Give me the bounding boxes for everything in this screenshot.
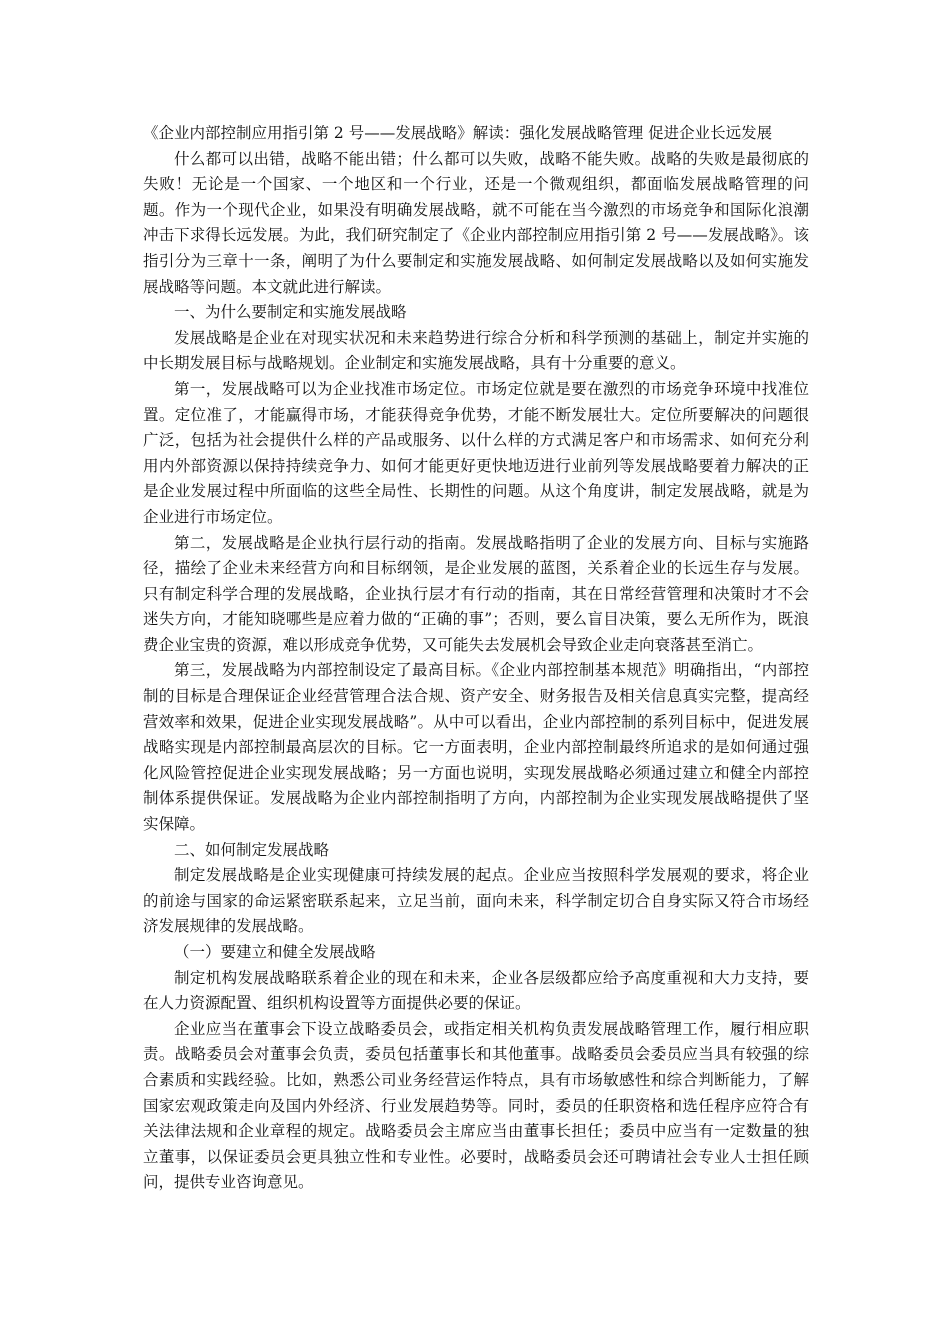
paragraph: 企业应当在董事会下设立战略委员会，或指定相关机构负责发展战略管理工作，履行相应职责。战略委员会对董事会负责，委员包括董事长和其他董事。战略委员会委员应当具有较强的综合素质和实践经验。比如，熟悉公司业务经营运作特点，具有市场敏感性和综合判断能力，了解国家宏观政策走向及国内外经济、行业发展趋势等。同时，委员的任职资格和选任程序应符合有关法律法规和企业章程的规定。战略委员会主席应当由董事长担任；委员中应当有一定数量的独立董事，以保证委员会更具独立性和专业性。必要时，战略委员会还可聘请社会专业人士担任顾问，提供专业咨询意见。 — [143, 1019, 809, 1192]
section-heading-1: 一、为什么要制定和实施发展战略 — [174, 303, 407, 322]
document-title: 《企业内部控制应用指引第 2 号——发展战略》解读：强化发展战略管理 促进企业长远发展 — [143, 124, 773, 142]
paragraph: 第三，发展战略为内部控制设定了最高目标。《企业内部控制基本规范》明确指出，“内部控制的目标是合理保证企业经营管理合法合规、资产安全、财务报告及相关信息真实完整，提高经营效率和效果，促进企业实现发展战略”。从中可以看出，企业内部控制的系列目标中，促进发展战略实现是内部控制最高层次的目标。它一方面表明，企业内部控制最终所追求的是如何通过强化风险管控促进企业实现发展战略；另一方面也说明，实现发展战略必须通过建立和健全内部控制体系提供保证。发展战略为企业内部控制指明了方向，内部控制为企业实现发展战略提供了坚实保障。 — [143, 661, 809, 834]
paragraph: 制定发展战略是企业实现健康可持续发展的起点。企业应当按照科学发展观的要求，将企业的前途与国家的命运紧密联系起来，立足当前，面向未来，科学制定切合自身实际又符合市场经济发展规律的发展战略。 — [143, 866, 809, 936]
paragraph: 发展战略是企业在对现实状况和未来趋势进行综合分析和科学预测的基础上，制定并实施的中长期发展目标与战略规划。企业制定和实施发展战略，具有十分重要的意义。 — [143, 328, 809, 373]
paragraph-intro: 什么都可以出错，战略不能出错；什么都可以失败，战略不能失败。战略的失败是最彻底的失败！无论是一个国家、一个地区和一个行业，还是一个微观组织，都面临发展战略管理的问题。作为一个现代企业，如果没有明确发展战略，就不可能在当今激烈的市场竞争和国际化浪潮冲击下求得长远发展。为此，我们研究制定了《企业内部控制应用指引第 2 号——发展战略》。该指引分为三章十一条，阐明了为什么要制定和实施发展战略、如何制定发展战略以及如何实施发展战略等问题。本文就此进行解读。 — [143, 149, 809, 296]
section-heading-2: 二、如何制定发展战略 — [174, 840, 330, 859]
paragraph: 制定机构发展战略联系着企业的现在和未来，企业各层级都应给予高度重视和大力支持，要在人力资源配置、组织机构设置等方面提供必要的保证。 — [143, 968, 809, 1013]
paragraph: 第一，发展战略可以为企业找准市场定位。市场定位就是要在激烈的市场竞争环境中找准位置。定位准了，才能赢得市场，才能获得竞争优势，才能不断发展壮大。定位所要解决的问题很广泛，包括为社会提供什么样的产品或服务、以什么样的方式满足客户和市场需求、如何充分利用内外部资源以保持持续竞争力、如何才能更好更快地迈进行业前列等发展战略要着力解决的正是企业发展过程中所面临的这些全局性、长期性的问题。从这个角度讲，制定发展战略，就是为企业进行市场定位。 — [143, 379, 809, 526]
document-body — [143, 121, 809, 1196]
subsection-heading-1: （一）要建立和健全发展战略 — [174, 943, 376, 961]
paragraph: 第二，发展战略是企业执行层行动的指南。发展战略指明了企业的发展方向、目标与实施路径，描绘了企业未来经营方向和目标纲领，是企业发展的蓝图，关系着企业的长远生存与发展。只有制定科学合理的发展战略，企业执行层才有行动的指南，其在日常经营管理和决策时才不会迷失方向，才能知晓哪些是应着力做的“正确的事”；否则，要么盲目决策，要么无所作为，既浪费企业宝贵的资源，难以形成竞争优势，又可能失去发展机会导致企业走向衰落甚至消亡。 — [143, 533, 809, 654]
